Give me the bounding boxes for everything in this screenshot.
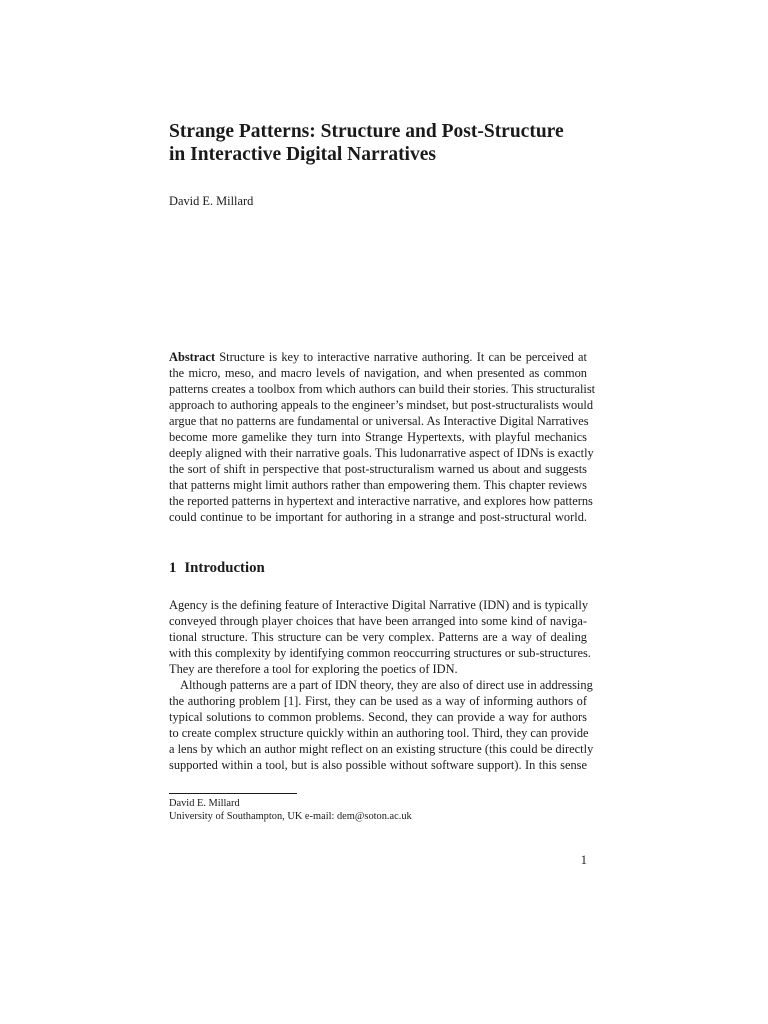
section-title: Introduction [184,560,265,576]
abstract-label: Abstract [169,350,216,364]
footnote-divider [169,793,297,794]
abstract-line: deeply aligned with their narrative goals. This ludonarrative aspect of IDNs is exactly [169,446,594,460]
abstract-line: argue that no patterns are fundamental or universal. As Interactive Digital Narratives [169,414,589,428]
body-line: the authoring problem [1]. First, they can be used as a way of informing authors of [169,694,587,708]
title-line: in Interactive Digital Narratives [169,144,436,165]
footnote-line: David E. Millard [169,798,240,809]
abstract-line: the sort of shift in perspective that post-structuralism warned us about and suggests [169,462,587,476]
page-number: 1 [580,853,587,867]
abstract-line [169,349,587,365]
body-line: Agency is the defining feature of Interactive Digital Narrative (IDN) and is typically [169,598,589,612]
abstract-line-text: Structure is key to interactive narrative authoring. It can be perceived at [215,350,587,364]
author-name: David E. Millard [169,194,254,208]
body-line: a lens by which an author might reflect on an existing structure (this could be directly [169,742,594,756]
abstract [169,349,596,525]
body-line: to create complex structure quickly within an authoring tool. Third, they can provide [169,726,589,740]
body-line: supported within a tool, but is also possible without software support). In this sense [169,758,587,772]
paper-title [169,120,609,166]
abstract-line: patterns creates a toolbox from which authors can build their stories. This structuralist [169,382,596,396]
abstract-line: could continue to be important for authoring in a strange and post-structural world. [169,510,587,524]
body-line: with this complexity by identifying common reoccurring structures or sub-structures. [169,646,591,660]
introduction-text [169,597,594,773]
body-line: conveyed through player choices that have been arranged into some kind of naviga- [169,614,587,628]
section-heading [169,559,265,577]
body-line: They are therefore a tool for exploring the poetics of IDN. [169,662,458,676]
abstract-line: the micro, meso, and macro levels of navigation, and when presented as common [169,366,587,380]
abstract-line: become more gamelike they turn into Strange Hypertexts, with playful mechanics [169,430,587,444]
section-number: 1 [169,560,177,576]
body-line: typical solutions to common problems. Second, they can provide a way for authors [169,710,587,724]
abstract-line: that patterns might limit authors rather than empowering them. This chapter reviews [169,478,587,492]
footnote-line: University of Southampton, UK e-mail: dem@soton.ac.uk [169,811,412,822]
title-line: Strange Patterns: Structure and Post-Structure [169,121,564,142]
abstract-line: the reported patterns in hypertext and interactive narrative, and explores how patterns [169,494,593,508]
abstract-line: approach to authoring appeals to the engineer’s mindset, but post-structuralists would [169,398,594,412]
body-line: Although patterns are a part of IDN theory, they are also of direct use in addressing [180,678,593,692]
body-line: tional structure. This structure can be very complex. Patterns are a way of dealing [169,630,587,644]
author-footnote [169,797,412,823]
